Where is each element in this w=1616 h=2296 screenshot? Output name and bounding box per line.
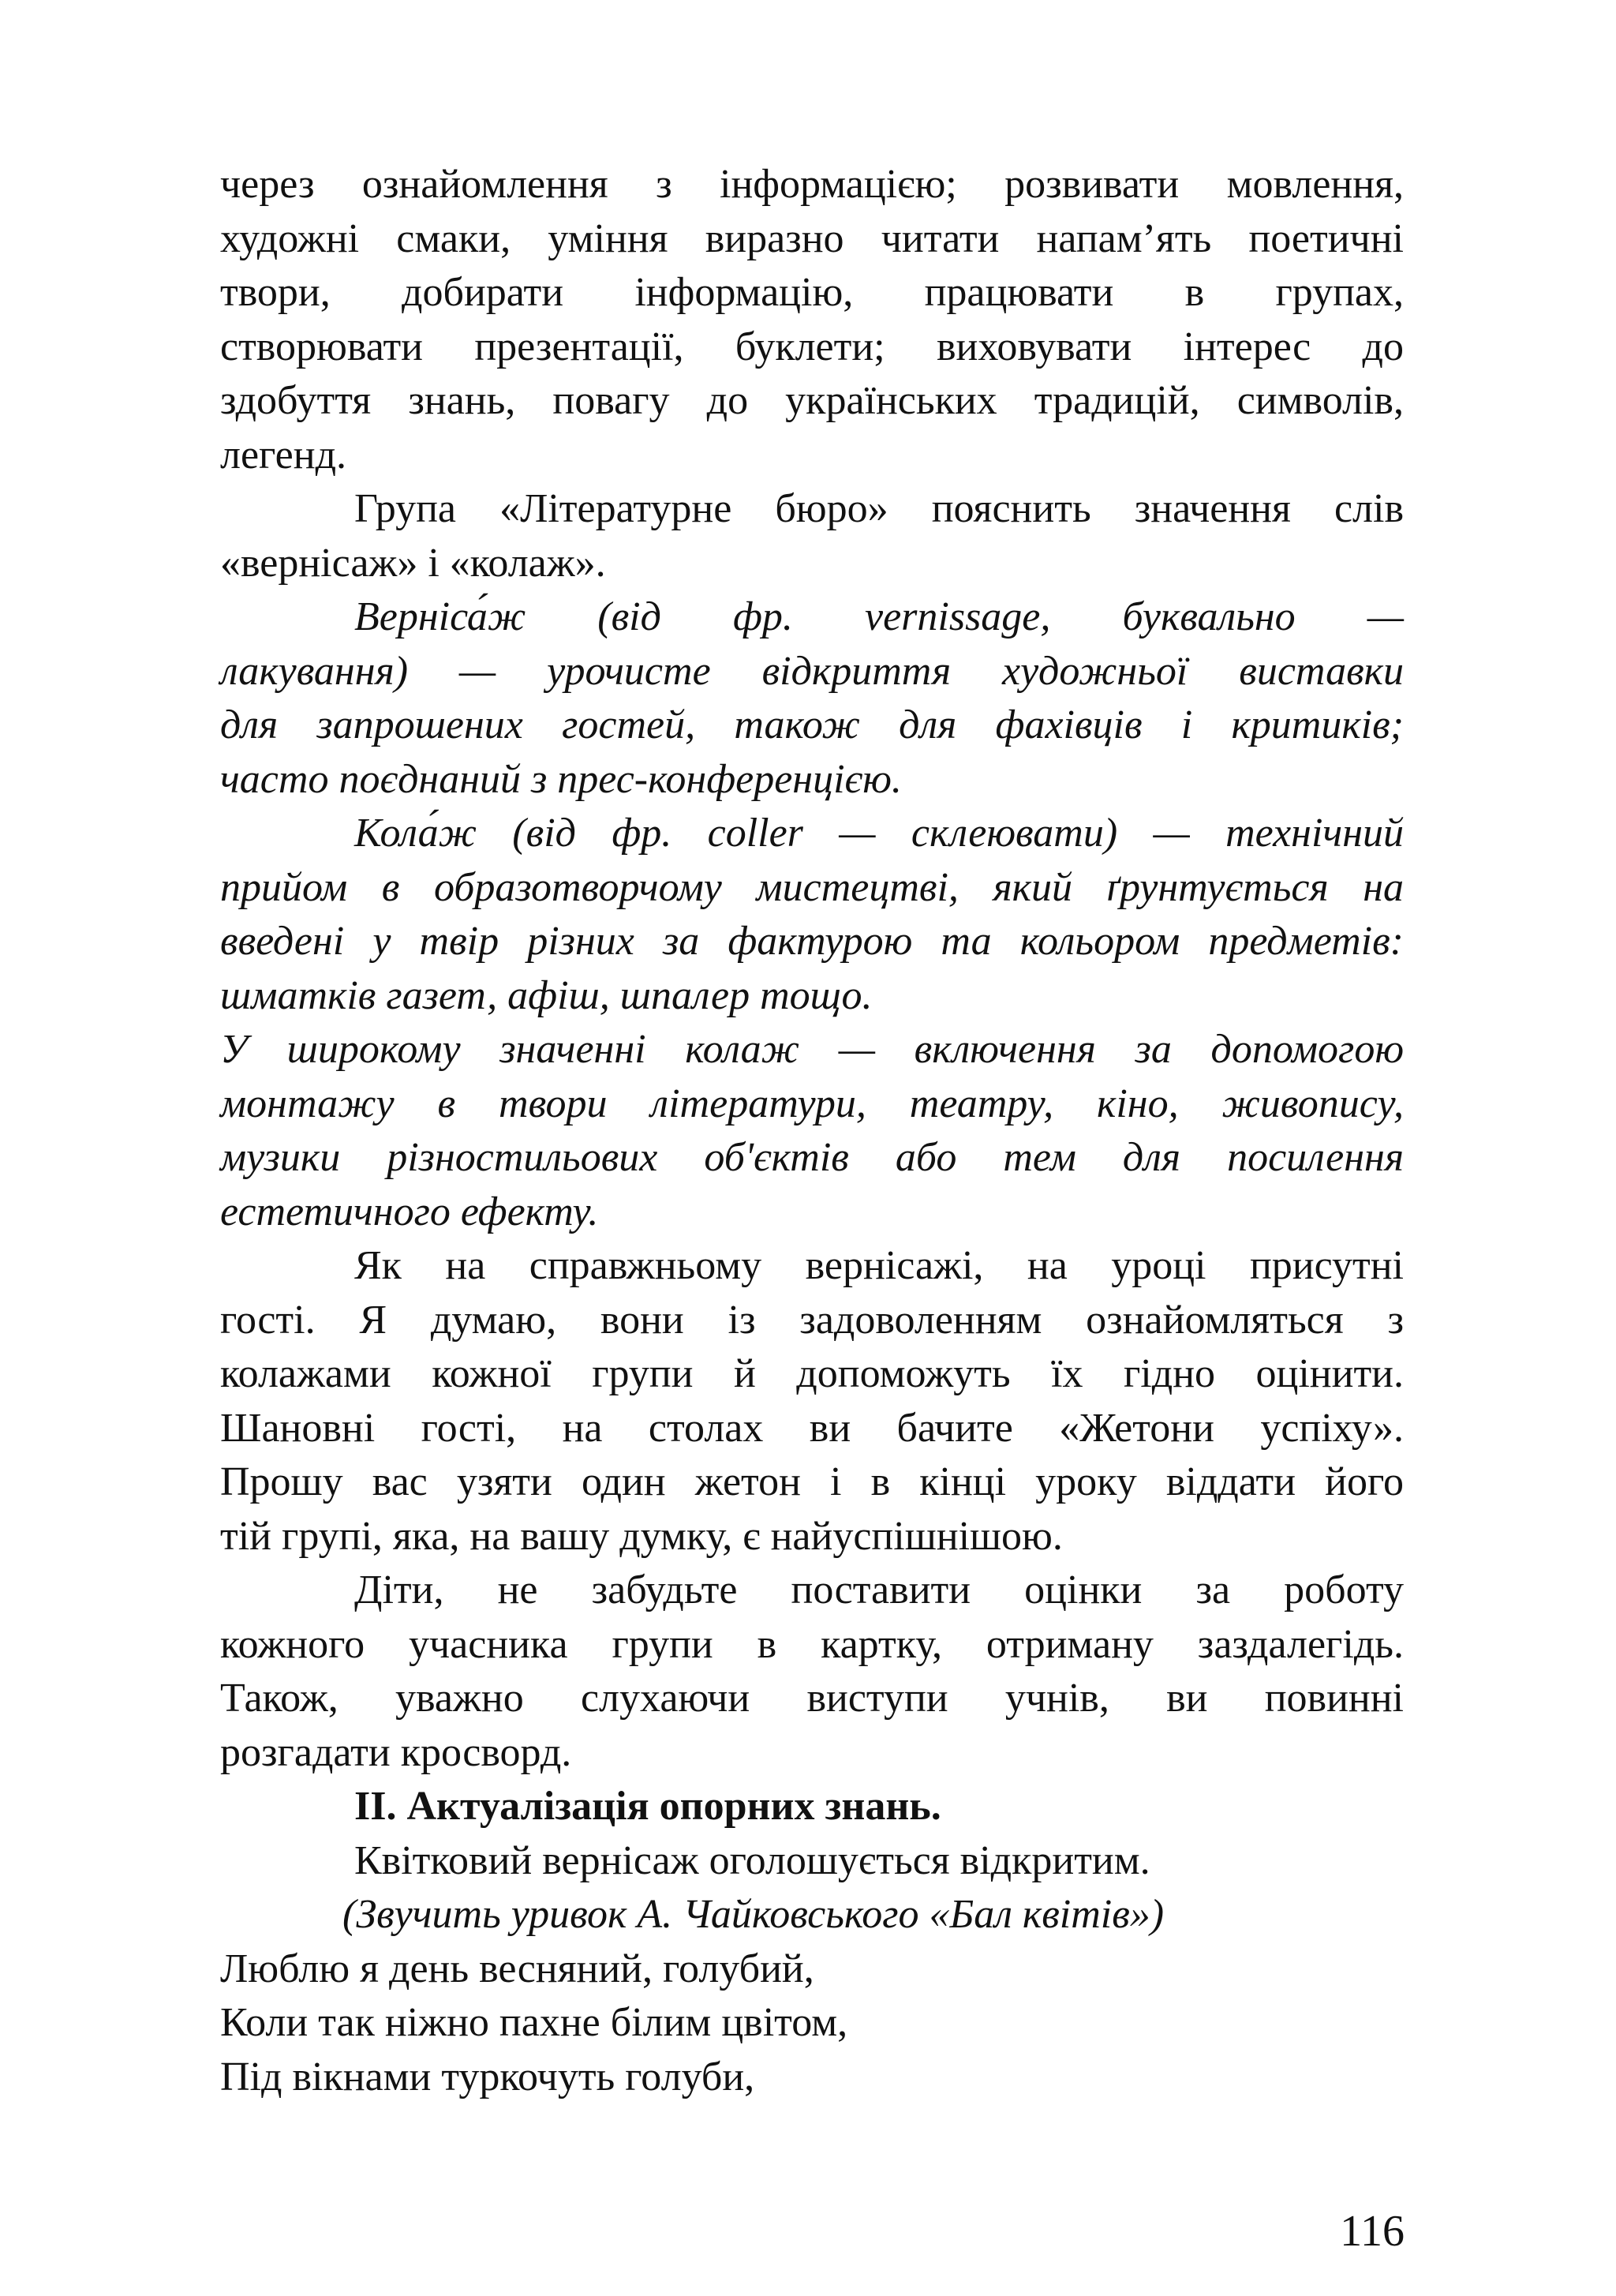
text-line: Як на справжньому вернісажі, на уроці присутні: [354, 1243, 1404, 1288]
definition-line: для запрошених гостей, також для фахівців і критиків;: [220, 702, 1404, 747]
definition-line: часто поєднаний з прес-конференцією.: [220, 756, 902, 802]
section-heading: ІІ. Актуалізація опорних знань.: [354, 1784, 941, 1829]
page-number: 116: [1340, 2207, 1405, 2256]
page-body: [220, 158, 1404, 2104]
text-line: Шановні гості, на столах ви бачите «Жетони успіху».: [220, 1405, 1404, 1451]
text-line: через ознайомлення з інформацією; розвивати мовлення,: [220, 162, 1404, 207]
definition-line: монтажу в твори літератури, театру, кіно, живопису,: [220, 1081, 1404, 1126]
text-line: Група «Літературне бюро» пояснить значення слів: [354, 486, 1404, 531]
text-line: Квітковий вернісаж оголошується відкритим.: [354, 1837, 1150, 1883]
definition-line: У широкому значенні колаж — включення за допомогою: [220, 1027, 1404, 1072]
text-line: розгадати кросворд.: [220, 1729, 572, 1775]
text-line: Також, уважно слухаючи виступи учнів, ви повинні: [220, 1676, 1404, 1721]
text-line: кожного учасника групи в картку, отриману заздалегідь.: [220, 1621, 1404, 1667]
text-line: створювати презентації, буклети; виховувати інтерес до: [220, 324, 1404, 369]
poem-line: Люблю я день весняний, голубий,: [220, 1946, 814, 1991]
definition-line: Верніса́ж (від фр. vernissage, буквально —: [354, 594, 1404, 639]
definition-line: естетичного ефекту.: [220, 1189, 599, 1234]
definition-line: лакування) — урочисте відкриття художньої виставки: [220, 648, 1404, 694]
text-line: «вернісаж» і «колаж».: [220, 540, 606, 586]
text-line: колажами кожної групи й допоможуть їх гідно оцінити.: [220, 1351, 1404, 1396]
text-line: твори, добирати інформацію, працювати в групах,: [220, 270, 1404, 315]
poem-line: Під вікнами туркочуть голуби,: [220, 2054, 755, 2099]
text-line: художні смаки, уміння виразно читати напам’ять поетичні: [220, 215, 1404, 261]
definition-line: Кола́ж (від фр. coller — склеювати) — технічний: [354, 811, 1404, 856]
definition-line: введені у твір різних за фактурою та кольором предметів:: [220, 919, 1404, 964]
text-line: легенд.: [220, 432, 347, 478]
poem-line: Коли так ніжно пахне білим цвітом,: [220, 2000, 848, 2045]
text-line: Діти, не забудьте поставити оцінки за роботу: [354, 1567, 1404, 1612]
text-line: здобуття знань, повагу до українських традицій, символів,: [220, 378, 1404, 423]
definition-line: музики різностильових об'єктів або тем для посилення: [220, 1135, 1404, 1180]
text-line: тій групі, яка, на вашу думку, є найуспішнішою.: [220, 1513, 1063, 1559]
definition-line: прийом в образотворчому мистецтві, який ґрунтується на: [220, 864, 1404, 910]
text-line: гості. Я думаю, вони із задоволенням ознайомляться з: [220, 1297, 1404, 1343]
definition-line: шматків газет, афіш, шпалер тощо.: [220, 972, 873, 1018]
stage-direction: (Звучить уривок А. Чайковського «Бал квітів»): [342, 1892, 1165, 1937]
text-line: Прошу вас узяти один жетон і в кінці уроку віддати його: [220, 1459, 1404, 1504]
